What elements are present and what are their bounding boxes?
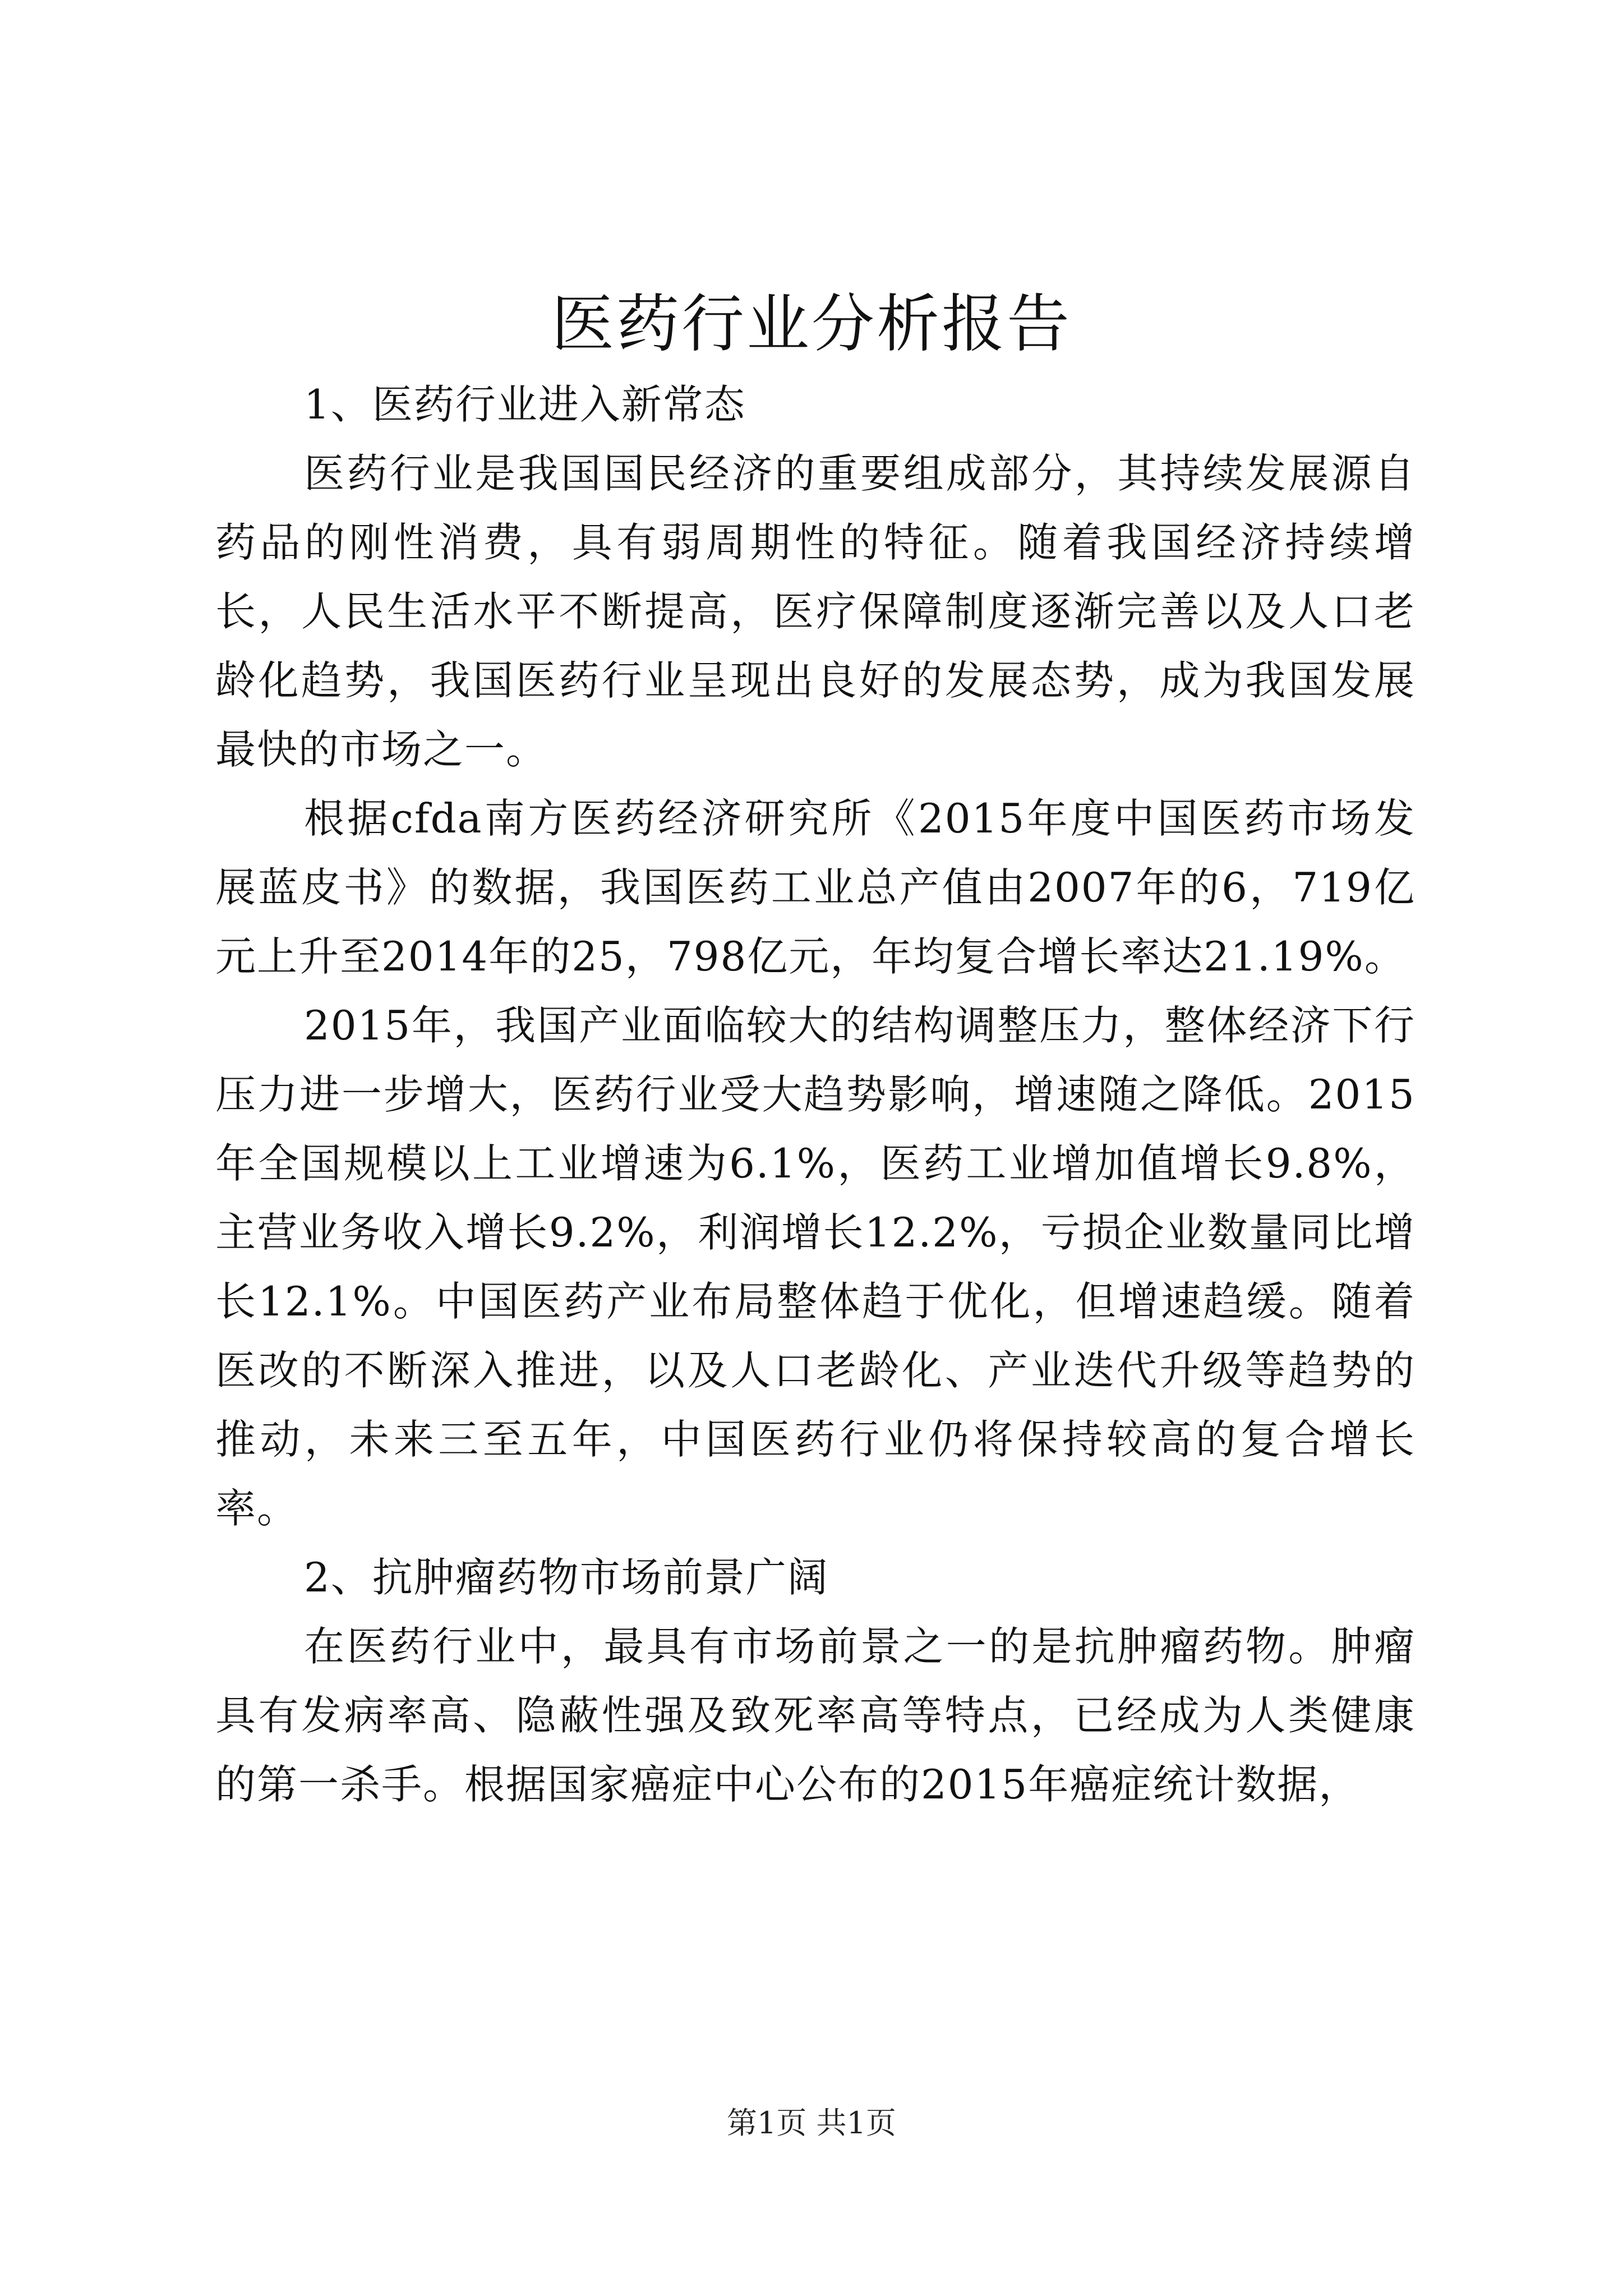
paragraph-2015-growth: 2015年，我国产业面临较大的结构调整压力，整体经济下行压力进一步增大，医药行业受大趋势影响，增速随之降低。2015年全国规模以上工业增速为6.1%，医药工业增加值增长9.8%，主营业务收入增长9.2%，利润增长12.2%，亏损企业数量同比增长12.1%。中国医药产业布局整体趋于优化，但增速趋缓。随着医改的不断深入推进，以及人口老龄化、产业迭代升级等趋势的推动，未来三至五年，中国医药行业仍将保持较高的复合增长率。 — [215, 1002, 1415, 1532]
paragraph-output-data: 根据cfda南方医药经济研究所《2015年度中国医药市场发展蓝皮书》的数据，我国医药工业总产值由2007年的6，719亿元上升至2014年的25，798亿元，年均复合增长率达21.19%。 — [215, 795, 1415, 980]
paragraph-industry-overview: 医药行业是我国国民经济的重要组成部分，其持续发展源自药品的刚性消费，具有弱周期性的特征。随着我国经济持续增长，人民生活水平不断提高，医疗保障制度逐渐完善以及人口老龄化趋势，我国医药行业呈现出良好的发展态势，成为我国发展最快的市场之一。 — [215, 450, 1415, 773]
paragraph-antitumor-market: 在医药行业中，最具有市场前景之一的是抗肿瘤药物。肿瘤具有发病率高、隐蔽性强及致死率高等特点，已经成为人类健康的第一杀手。根据国家癌症中心公布的2015年癌症统计数据， — [215, 1623, 1415, 1808]
page-footer: 第1页 共1页 — [727, 2105, 896, 2141]
section-heading-2: 2、抗肿瘤药物市场前景广阔 — [304, 1554, 829, 1601]
section-heading-1: 1、医药行业进入新常态 — [304, 381, 746, 428]
document-title: 医药行业分析报告 — [551, 288, 1072, 361]
document-body — [215, 370, 1415, 1819]
